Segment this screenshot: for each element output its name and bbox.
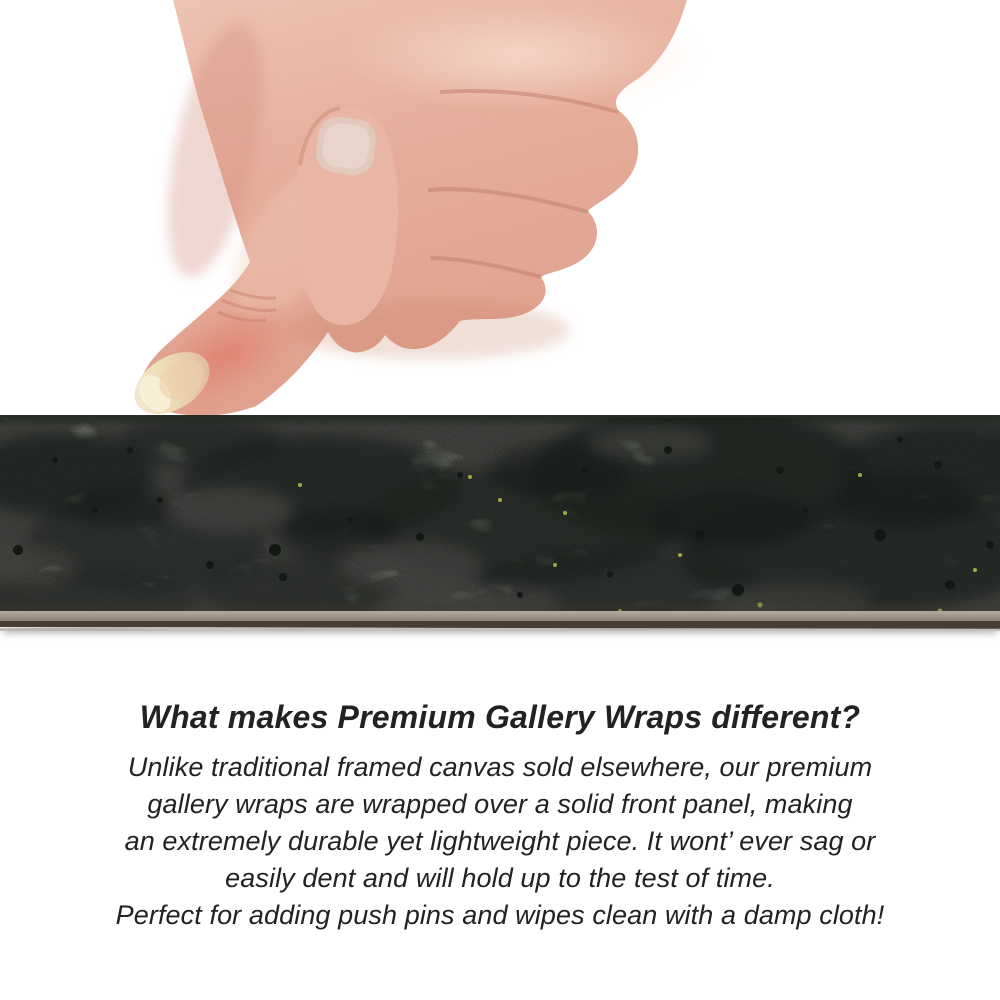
panel-dark-edge <box>0 621 1000 629</box>
panel-side-band <box>0 611 1000 621</box>
canvas-edge-photo <box>0 415 1000 631</box>
canvas-grain <box>0 415 1000 621</box>
body-line: gallery wraps are wrapped over a solid front panel, making <box>147 789 853 819</box>
strip-top-line <box>0 415 1000 418</box>
edge-shadow <box>0 603 1000 611</box>
page-title: What makes Premium Gallery Wraps different? <box>139 699 861 735</box>
body-line: an extremely durable yet lightweight piece. It wont’ ever sag or <box>124 826 876 856</box>
marketing-copy <box>0 699 1000 934</box>
hand-illustration <box>0 0 1000 415</box>
body-line: easily dent and will hold up to the test of time. <box>225 863 775 893</box>
body-line: Unlike traditional framed canvas sold elsewhere, our premium <box>127 752 873 782</box>
hero-photo <box>0 0 1000 415</box>
body-line: Perfect for adding push pins and wipes clean with a damp cloth! <box>115 900 885 930</box>
canvas-texture <box>0 415 1000 631</box>
panel-edge-fade <box>0 628 1000 631</box>
